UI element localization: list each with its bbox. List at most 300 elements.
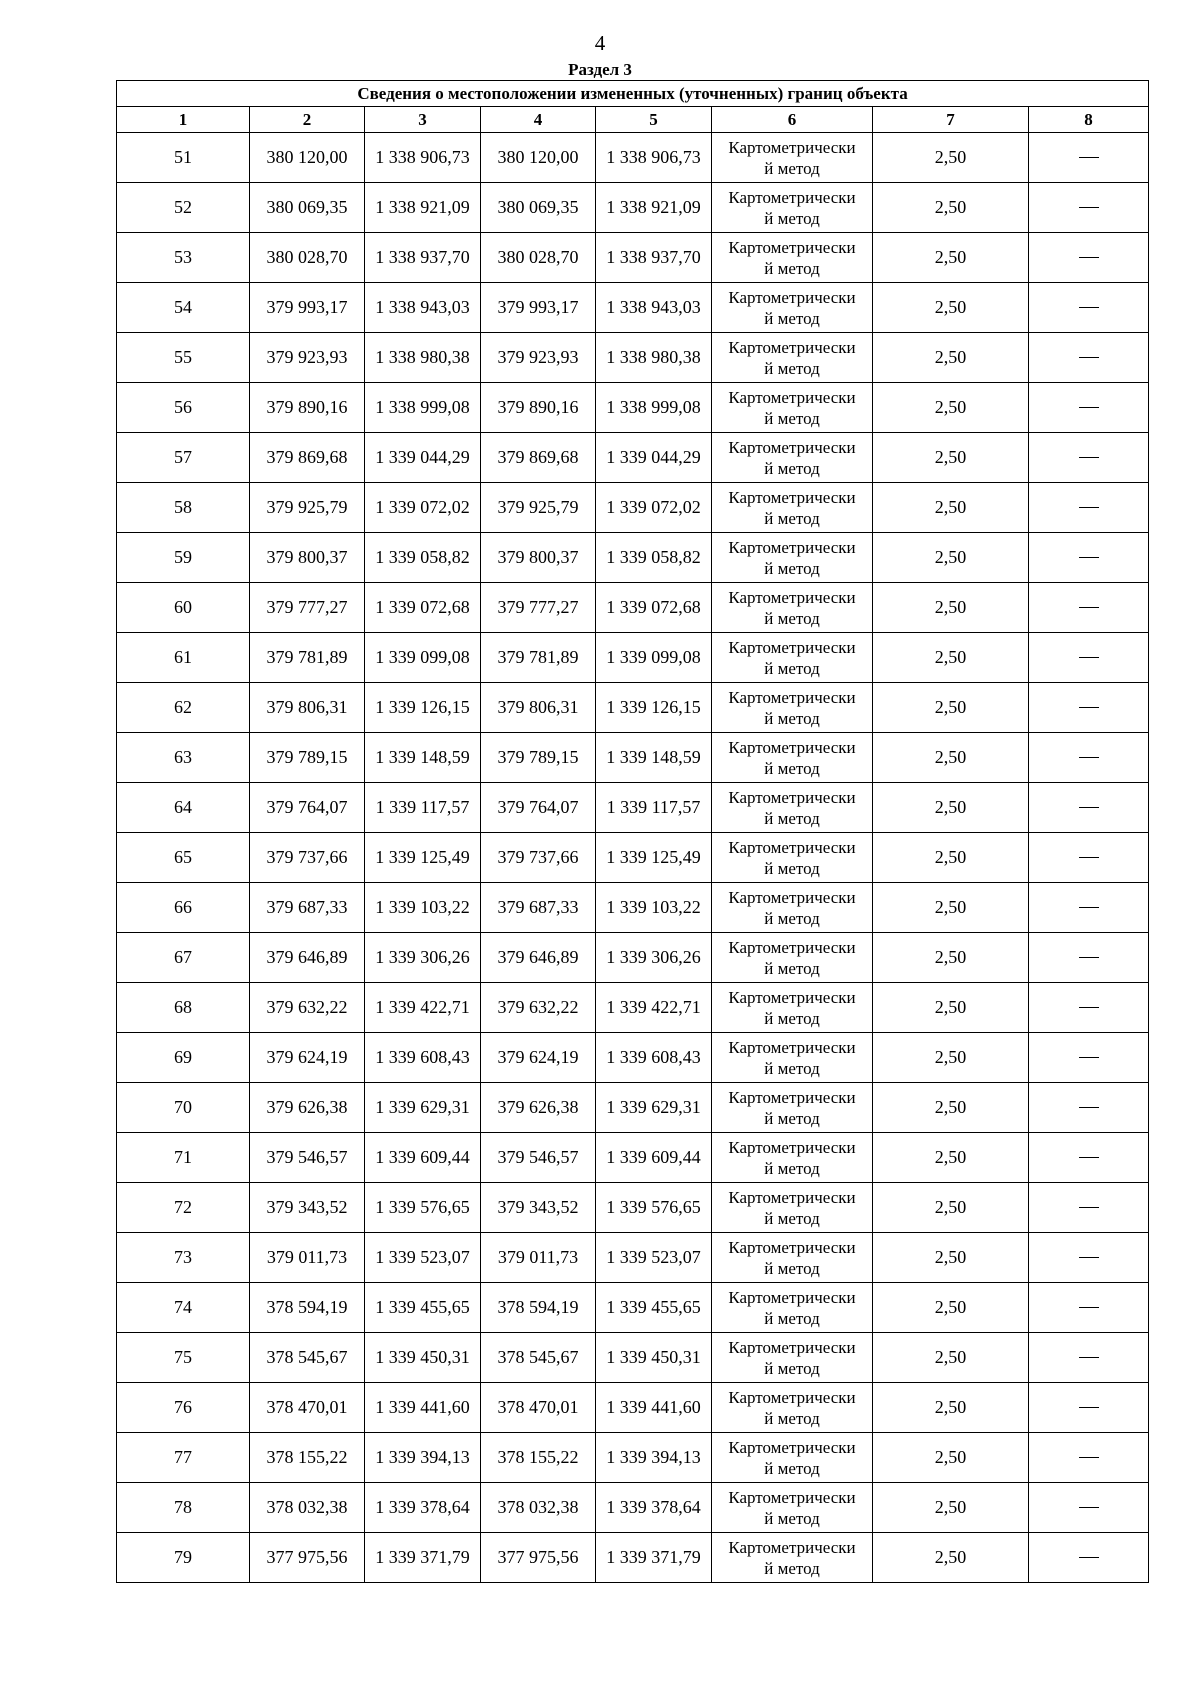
x-new-cell: 380 069,35 bbox=[481, 183, 596, 233]
description-cell bbox=[1029, 483, 1149, 533]
y-new-cell: 1 339 072,02 bbox=[596, 483, 712, 533]
y-old-cell: 1 339 455,65 bbox=[365, 1283, 481, 1333]
accuracy-cell: 2,50 bbox=[873, 533, 1029, 583]
column-header: 3 bbox=[365, 107, 481, 133]
table-row bbox=[117, 133, 1149, 183]
y-old-cell: 1 339 125,49 bbox=[365, 833, 481, 883]
x-old-cell: 379 781,89 bbox=[250, 633, 365, 683]
description-cell bbox=[1029, 333, 1149, 383]
dash-mark bbox=[1079, 557, 1099, 558]
accuracy-cell: 2,50 bbox=[873, 633, 1029, 683]
y-new-cell: 1 339 103,22 bbox=[596, 883, 712, 933]
dash-mark bbox=[1079, 1307, 1099, 1308]
x-new-cell: 378 545,67 bbox=[481, 1333, 596, 1383]
table-row bbox=[117, 783, 1149, 833]
y-new-cell: 1 339 576,65 bbox=[596, 1183, 712, 1233]
accuracy-cell: 2,50 bbox=[873, 883, 1029, 933]
dash-mark bbox=[1079, 1457, 1099, 1458]
dash-mark bbox=[1079, 1257, 1099, 1258]
description-cell bbox=[1029, 183, 1149, 233]
description-cell bbox=[1029, 1233, 1149, 1283]
table-row bbox=[117, 983, 1149, 1033]
description-cell bbox=[1029, 933, 1149, 983]
description-cell bbox=[1029, 1083, 1149, 1133]
point-number-cell: 78 bbox=[117, 1483, 250, 1533]
description-cell bbox=[1029, 833, 1149, 883]
y-old-cell: 1 338 937,70 bbox=[365, 233, 481, 283]
accuracy-cell: 2,50 bbox=[873, 133, 1029, 183]
dash-mark bbox=[1079, 757, 1099, 758]
accuracy-cell: 2,50 bbox=[873, 933, 1029, 983]
y-new-cell: 1 339 148,59 bbox=[596, 733, 712, 783]
y-new-cell: 1 339 378,64 bbox=[596, 1483, 712, 1533]
dash-mark bbox=[1079, 1357, 1099, 1358]
method-cell: Картометрически й метод bbox=[712, 783, 873, 833]
method-cell: Картометрически й метод bbox=[712, 1483, 873, 1533]
y-old-cell: 1 339 044,29 bbox=[365, 433, 481, 483]
y-new-cell: 1 339 306,26 bbox=[596, 933, 712, 983]
accuracy-cell: 2,50 bbox=[873, 333, 1029, 383]
y-new-cell: 1 339 608,43 bbox=[596, 1033, 712, 1083]
description-cell bbox=[1029, 1283, 1149, 1333]
y-old-cell: 1 339 072,68 bbox=[365, 583, 481, 633]
description-cell bbox=[1029, 1433, 1149, 1483]
x-new-cell: 380 120,00 bbox=[481, 133, 596, 183]
y-old-cell: 1 338 980,38 bbox=[365, 333, 481, 383]
column-header: 1 bbox=[117, 107, 250, 133]
method-cell: Картометрически й метод bbox=[712, 1033, 873, 1083]
y-old-cell: 1 339 422,71 bbox=[365, 983, 481, 1033]
column-header: 7 bbox=[873, 107, 1029, 133]
accuracy-cell: 2,50 bbox=[873, 383, 1029, 433]
y-new-cell: 1 338 980,38 bbox=[596, 333, 712, 383]
dash-mark bbox=[1079, 607, 1099, 608]
method-cell: Картометрически й метод bbox=[712, 1383, 873, 1433]
dash-mark bbox=[1079, 1207, 1099, 1208]
point-number-cell: 76 bbox=[117, 1383, 250, 1433]
y-old-cell: 1 339 441,60 bbox=[365, 1383, 481, 1433]
point-number-cell: 62 bbox=[117, 683, 250, 733]
dash-mark bbox=[1079, 407, 1099, 408]
dash-mark bbox=[1079, 1507, 1099, 1508]
dash-mark bbox=[1079, 257, 1099, 258]
point-number-cell: 75 bbox=[117, 1333, 250, 1383]
x-old-cell: 379 737,66 bbox=[250, 833, 365, 883]
accuracy-cell: 2,50 bbox=[873, 833, 1029, 883]
dash-mark bbox=[1079, 1057, 1099, 1058]
description-cell bbox=[1029, 633, 1149, 683]
method-cell: Картометрически й метод bbox=[712, 1183, 873, 1233]
table-row bbox=[117, 483, 1149, 533]
y-new-cell: 1 339 371,79 bbox=[596, 1533, 712, 1583]
description-cell bbox=[1029, 583, 1149, 633]
x-new-cell: 379 646,89 bbox=[481, 933, 596, 983]
dash-mark bbox=[1079, 457, 1099, 458]
accuracy-cell: 2,50 bbox=[873, 1483, 1029, 1533]
dash-mark bbox=[1079, 657, 1099, 658]
point-number-cell: 55 bbox=[117, 333, 250, 383]
y-new-cell: 1 339 044,29 bbox=[596, 433, 712, 483]
accuracy-cell: 2,50 bbox=[873, 1183, 1029, 1233]
table-row bbox=[117, 283, 1149, 333]
table-body bbox=[117, 133, 1149, 1583]
x-new-cell: 379 781,89 bbox=[481, 633, 596, 683]
description-cell bbox=[1029, 783, 1149, 833]
accuracy-cell: 2,50 bbox=[873, 483, 1029, 533]
x-new-cell: 379 993,17 bbox=[481, 283, 596, 333]
x-new-cell: 379 626,38 bbox=[481, 1083, 596, 1133]
accuracy-cell: 2,50 bbox=[873, 1433, 1029, 1483]
accuracy-cell: 2,50 bbox=[873, 1283, 1029, 1333]
y-new-cell: 1 339 609,44 bbox=[596, 1133, 712, 1183]
x-old-cell: 379 789,15 bbox=[250, 733, 365, 783]
table-row bbox=[117, 1283, 1149, 1333]
dash-mark bbox=[1079, 1007, 1099, 1008]
x-old-cell: 379 624,19 bbox=[250, 1033, 365, 1083]
accuracy-cell: 2,50 bbox=[873, 683, 1029, 733]
table-row bbox=[117, 633, 1149, 683]
method-cell: Картометрически й метод bbox=[712, 283, 873, 333]
description-cell bbox=[1029, 1333, 1149, 1383]
x-new-cell: 379 923,93 bbox=[481, 333, 596, 383]
x-old-cell: 379 869,68 bbox=[250, 433, 365, 483]
accuracy-cell: 2,50 bbox=[873, 1333, 1029, 1383]
dash-mark bbox=[1079, 507, 1099, 508]
point-number-cell: 57 bbox=[117, 433, 250, 483]
x-old-cell: 379 800,37 bbox=[250, 533, 365, 583]
x-new-cell: 378 594,19 bbox=[481, 1283, 596, 1333]
description-cell bbox=[1029, 883, 1149, 933]
dash-mark bbox=[1079, 157, 1099, 158]
description-cell bbox=[1029, 233, 1149, 283]
method-cell: Картометрически й метод bbox=[712, 733, 873, 783]
y-old-cell: 1 339 394,13 bbox=[365, 1433, 481, 1483]
description-cell bbox=[1029, 733, 1149, 783]
x-new-cell: 378 032,38 bbox=[481, 1483, 596, 1533]
method-cell: Картометрически й метод bbox=[712, 683, 873, 733]
description-cell bbox=[1029, 683, 1149, 733]
x-old-cell: 379 546,57 bbox=[250, 1133, 365, 1183]
table-row bbox=[117, 383, 1149, 433]
dash-mark bbox=[1079, 857, 1099, 858]
y-new-cell: 1 339 523,07 bbox=[596, 1233, 712, 1283]
y-old-cell: 1 339 072,02 bbox=[365, 483, 481, 533]
method-cell: Картометрически й метод bbox=[712, 883, 873, 933]
x-new-cell: 379 777,27 bbox=[481, 583, 596, 633]
y-new-cell: 1 339 125,49 bbox=[596, 833, 712, 883]
description-cell bbox=[1029, 1033, 1149, 1083]
accuracy-cell: 2,50 bbox=[873, 1133, 1029, 1183]
y-old-cell: 1 339 103,22 bbox=[365, 883, 481, 933]
point-number-cell: 64 bbox=[117, 783, 250, 833]
x-new-cell: 379 800,37 bbox=[481, 533, 596, 583]
dash-mark bbox=[1079, 807, 1099, 808]
dash-mark bbox=[1079, 1557, 1099, 1558]
x-old-cell: 379 890,16 bbox=[250, 383, 365, 433]
y-old-cell: 1 339 306,26 bbox=[365, 933, 481, 983]
dash-mark bbox=[1079, 707, 1099, 708]
point-number-cell: 65 bbox=[117, 833, 250, 883]
page-number: 4 bbox=[594, 31, 606, 55]
y-new-cell: 1 338 999,08 bbox=[596, 383, 712, 433]
section-title: Раздел 3 bbox=[568, 60, 632, 79]
point-number-cell: 71 bbox=[117, 1133, 250, 1183]
method-cell: Картометрически й метод bbox=[712, 1233, 873, 1283]
table-row bbox=[117, 883, 1149, 933]
description-cell bbox=[1029, 1183, 1149, 1233]
table-caption-row bbox=[117, 81, 1149, 107]
x-old-cell: 379 777,27 bbox=[250, 583, 365, 633]
table-row bbox=[117, 433, 1149, 483]
point-number-cell: 63 bbox=[117, 733, 250, 783]
accuracy-cell: 2,50 bbox=[873, 1033, 1029, 1083]
table-row bbox=[117, 1133, 1149, 1183]
description-cell bbox=[1029, 1383, 1149, 1433]
x-new-cell: 378 155,22 bbox=[481, 1433, 596, 1483]
x-old-cell: 379 764,07 bbox=[250, 783, 365, 833]
dash-mark bbox=[1079, 957, 1099, 958]
y-old-cell: 1 338 943,03 bbox=[365, 283, 481, 333]
method-cell: Картометрически й метод bbox=[712, 183, 873, 233]
y-new-cell: 1 339 058,82 bbox=[596, 533, 712, 583]
x-old-cell: 378 545,67 bbox=[250, 1333, 365, 1383]
y-old-cell: 1 338 906,73 bbox=[365, 133, 481, 183]
table-row bbox=[117, 533, 1149, 583]
method-cell: Картометрически й метод bbox=[712, 233, 873, 283]
point-number-cell: 74 bbox=[117, 1283, 250, 1333]
y-old-cell: 1 339 576,65 bbox=[365, 1183, 481, 1233]
y-old-cell: 1 339 450,31 bbox=[365, 1333, 481, 1383]
accuracy-cell: 2,50 bbox=[873, 783, 1029, 833]
point-number-cell: 59 bbox=[117, 533, 250, 583]
table-header-row bbox=[117, 107, 1149, 133]
table-row bbox=[117, 1083, 1149, 1133]
method-cell: Картометрически й метод bbox=[712, 483, 873, 533]
x-old-cell: 379 626,38 bbox=[250, 1083, 365, 1133]
dash-mark bbox=[1079, 357, 1099, 358]
x-new-cell: 379 011,73 bbox=[481, 1233, 596, 1283]
x-new-cell: 379 764,07 bbox=[481, 783, 596, 833]
table-row bbox=[117, 583, 1149, 633]
y-old-cell: 1 339 371,79 bbox=[365, 1533, 481, 1583]
method-cell: Картометрически й метод bbox=[712, 1133, 873, 1183]
x-new-cell: 379 869,68 bbox=[481, 433, 596, 483]
table-row bbox=[117, 183, 1149, 233]
y-new-cell: 1 339 629,31 bbox=[596, 1083, 712, 1133]
table-row bbox=[117, 1183, 1149, 1233]
y-old-cell: 1 338 921,09 bbox=[365, 183, 481, 233]
column-header: 5 bbox=[596, 107, 712, 133]
y-new-cell: 1 339 117,57 bbox=[596, 783, 712, 833]
table-row bbox=[117, 1233, 1149, 1283]
table-row bbox=[117, 1533, 1149, 1583]
description-cell bbox=[1029, 283, 1149, 333]
table-row bbox=[117, 333, 1149, 383]
y-new-cell: 1 339 441,60 bbox=[596, 1383, 712, 1433]
y-old-cell: 1 339 609,44 bbox=[365, 1133, 481, 1183]
y-new-cell: 1 338 921,09 bbox=[596, 183, 712, 233]
x-old-cell: 377 975,56 bbox=[250, 1533, 365, 1583]
table-row bbox=[117, 1033, 1149, 1083]
table-row bbox=[117, 233, 1149, 283]
point-number-cell: 70 bbox=[117, 1083, 250, 1133]
point-number-cell: 60 bbox=[117, 583, 250, 633]
method-cell: Картометрически й метод bbox=[712, 133, 873, 183]
dash-mark bbox=[1079, 1157, 1099, 1158]
y-new-cell: 1 339 099,08 bbox=[596, 633, 712, 683]
description-cell bbox=[1029, 433, 1149, 483]
table-row bbox=[117, 1333, 1149, 1383]
method-cell: Картометрически й метод bbox=[712, 583, 873, 633]
method-cell: Картометрически й метод bbox=[712, 1083, 873, 1133]
description-cell bbox=[1029, 133, 1149, 183]
method-cell: Картометрически й метод bbox=[712, 383, 873, 433]
point-number-cell: 66 bbox=[117, 883, 250, 933]
x-old-cell: 379 632,22 bbox=[250, 983, 365, 1033]
point-number-cell: 53 bbox=[117, 233, 250, 283]
column-header: 8 bbox=[1029, 107, 1149, 133]
y-old-cell: 1 338 999,08 bbox=[365, 383, 481, 433]
y-old-cell: 1 339 058,82 bbox=[365, 533, 481, 583]
table-row bbox=[117, 1433, 1149, 1483]
method-cell: Картометрически й метод bbox=[712, 833, 873, 883]
x-old-cell: 379 646,89 bbox=[250, 933, 365, 983]
y-old-cell: 1 339 523,07 bbox=[365, 1233, 481, 1283]
accuracy-cell: 2,50 bbox=[873, 283, 1029, 333]
point-number-cell: 68 bbox=[117, 983, 250, 1033]
y-new-cell: 1 338 937,70 bbox=[596, 233, 712, 283]
x-new-cell: 380 028,70 bbox=[481, 233, 596, 283]
x-old-cell: 378 032,38 bbox=[250, 1483, 365, 1533]
accuracy-cell: 2,50 bbox=[873, 733, 1029, 783]
description-cell bbox=[1029, 1483, 1149, 1533]
dash-mark bbox=[1079, 1407, 1099, 1408]
x-old-cell: 379 343,52 bbox=[250, 1183, 365, 1233]
method-cell: Картометрически й метод bbox=[712, 1533, 873, 1583]
accuracy-cell: 2,50 bbox=[873, 1233, 1029, 1283]
y-old-cell: 1 339 099,08 bbox=[365, 633, 481, 683]
table-row bbox=[117, 933, 1149, 983]
dash-mark bbox=[1079, 207, 1099, 208]
table-row bbox=[117, 733, 1149, 783]
accuracy-cell: 2,50 bbox=[873, 1533, 1029, 1583]
x-new-cell: 379 624,19 bbox=[481, 1033, 596, 1083]
point-number-cell: 56 bbox=[117, 383, 250, 433]
y-new-cell: 1 338 906,73 bbox=[596, 133, 712, 183]
dash-mark bbox=[1079, 307, 1099, 308]
description-cell bbox=[1029, 383, 1149, 433]
accuracy-cell: 2,50 bbox=[873, 1383, 1029, 1433]
description-cell bbox=[1029, 983, 1149, 1033]
x-new-cell: 379 806,31 bbox=[481, 683, 596, 733]
x-new-cell: 379 737,66 bbox=[481, 833, 596, 883]
description-cell bbox=[1029, 1133, 1149, 1183]
description-cell bbox=[1029, 533, 1149, 583]
boundary-table bbox=[116, 80, 1149, 1583]
accuracy-cell: 2,50 bbox=[873, 983, 1029, 1033]
method-cell: Картометрически й метод bbox=[712, 933, 873, 983]
x-old-cell: 378 155,22 bbox=[250, 1433, 365, 1483]
table-row bbox=[117, 833, 1149, 883]
y-old-cell: 1 339 608,43 bbox=[365, 1033, 481, 1083]
y-new-cell: 1 339 422,71 bbox=[596, 983, 712, 1033]
point-number-cell: 61 bbox=[117, 633, 250, 683]
point-number-cell: 77 bbox=[117, 1433, 250, 1483]
x-old-cell: 378 470,01 bbox=[250, 1383, 365, 1433]
method-cell: Картометрически й метод bbox=[712, 433, 873, 483]
x-new-cell: 379 789,15 bbox=[481, 733, 596, 783]
point-number-cell: 52 bbox=[117, 183, 250, 233]
x-old-cell: 379 925,79 bbox=[250, 483, 365, 533]
accuracy-cell: 2,50 bbox=[873, 583, 1029, 633]
x-new-cell: 379 632,22 bbox=[481, 983, 596, 1033]
x-new-cell: 379 687,33 bbox=[481, 883, 596, 933]
x-new-cell: 379 925,79 bbox=[481, 483, 596, 533]
y-new-cell: 1 339 126,15 bbox=[596, 683, 712, 733]
point-number-cell: 67 bbox=[117, 933, 250, 983]
x-old-cell: 380 069,35 bbox=[250, 183, 365, 233]
x-new-cell: 379 343,52 bbox=[481, 1183, 596, 1233]
x-old-cell: 380 028,70 bbox=[250, 233, 365, 283]
x-old-cell: 379 687,33 bbox=[250, 883, 365, 933]
x-old-cell: 379 923,93 bbox=[250, 333, 365, 383]
point-number-cell: 73 bbox=[117, 1233, 250, 1283]
y-old-cell: 1 339 126,15 bbox=[365, 683, 481, 733]
method-cell: Картометрически й метод bbox=[712, 333, 873, 383]
y-old-cell: 1 339 117,57 bbox=[365, 783, 481, 833]
column-header: 2 bbox=[250, 107, 365, 133]
table-caption: Сведения о местоположении измененных (уточненных) границ объекта bbox=[117, 81, 1149, 107]
x-old-cell: 378 594,19 bbox=[250, 1283, 365, 1333]
column-header: 6 bbox=[712, 107, 873, 133]
x-old-cell: 379 011,73 bbox=[250, 1233, 365, 1283]
y-new-cell: 1 339 450,31 bbox=[596, 1333, 712, 1383]
point-number-cell: 72 bbox=[117, 1183, 250, 1233]
y-new-cell: 1 339 072,68 bbox=[596, 583, 712, 633]
point-number-cell: 54 bbox=[117, 283, 250, 333]
accuracy-cell: 2,50 bbox=[873, 233, 1029, 283]
y-new-cell: 1 339 394,13 bbox=[596, 1433, 712, 1483]
x-old-cell: 379 993,17 bbox=[250, 283, 365, 333]
x-new-cell: 379 890,16 bbox=[481, 383, 596, 433]
point-number-cell: 58 bbox=[117, 483, 250, 533]
method-cell: Картометрически й метод bbox=[712, 633, 873, 683]
accuracy-cell: 2,50 bbox=[873, 433, 1029, 483]
method-cell: Картометрически й метод bbox=[712, 1283, 873, 1333]
method-cell: Картометрически й метод bbox=[712, 1433, 873, 1483]
method-cell: Картометрически й метод bbox=[712, 533, 873, 583]
x-old-cell: 380 120,00 bbox=[250, 133, 365, 183]
dash-mark bbox=[1079, 1107, 1099, 1108]
x-new-cell: 377 975,56 bbox=[481, 1533, 596, 1583]
accuracy-cell: 2,50 bbox=[873, 1083, 1029, 1133]
y-old-cell: 1 339 378,64 bbox=[365, 1483, 481, 1533]
y-new-cell: 1 338 943,03 bbox=[596, 283, 712, 333]
point-number-cell: 51 bbox=[117, 133, 250, 183]
table-row bbox=[117, 1383, 1149, 1433]
x-new-cell: 378 470,01 bbox=[481, 1383, 596, 1433]
y-old-cell: 1 339 148,59 bbox=[365, 733, 481, 783]
method-cell: Картометрически й метод bbox=[712, 1333, 873, 1383]
point-number-cell: 69 bbox=[117, 1033, 250, 1083]
table-row bbox=[117, 1483, 1149, 1533]
method-cell: Картометрически й метод bbox=[712, 983, 873, 1033]
y-new-cell: 1 339 455,65 bbox=[596, 1283, 712, 1333]
accuracy-cell: 2,50 bbox=[873, 183, 1029, 233]
description-cell bbox=[1029, 1533, 1149, 1583]
x-new-cell: 379 546,57 bbox=[481, 1133, 596, 1183]
column-header: 4 bbox=[481, 107, 596, 133]
